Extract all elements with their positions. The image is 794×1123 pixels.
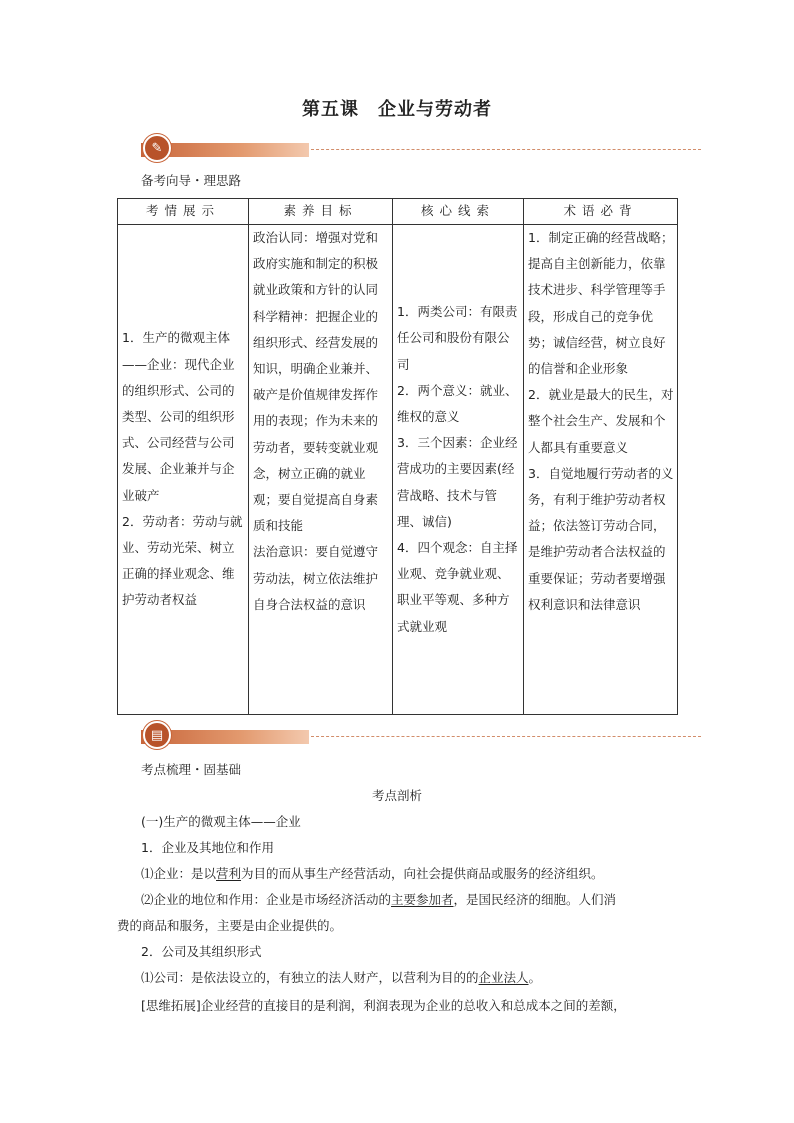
section-label-guide: 备考向导・理思路 [141,173,242,188]
key-term: 主要参加者 [391,892,454,907]
overview-table [117,198,678,715]
paragraph-enterprise-status: ⑵企业的地位和作用：企业是市场经济活动的主要参加者，是国民经济的细胞。人们消 [141,892,617,907]
key-term: 企业法人 [478,970,529,985]
cell-text: 政治认同：增强对党和政府实施和制定的积极就业政策和方针的认同 科学精神：把握企业的组织形式、经营发展的知识，明确企业兼并、破产是价值规律发挥作用的表现；作为未来的劳动者，要转变就业观念，树立正确的就业观；要自觉提高自身素质和技能 法治意识：要自觉遵守劳动法，树立依法维护自身合法权益的意识 [253,230,379,612]
pencil-note-icon: ✎ [143,134,171,162]
table-header: 核心线索 [393,199,524,225]
book-icon: ▤ [143,721,171,749]
table-header-row [118,199,678,225]
table-cell [118,225,249,715]
section-banner [141,725,701,749]
table-cell [393,225,524,715]
cell-text: 1．生产的微观主体——企业：现代企业的组织形式、公司的类型、公司的组织形式、公司经营与公司发展、企业兼并与企业破产 2．劳动者：劳动与就业、劳动光荣、树立正确的择业观念、维护劳动者权益 [122,330,243,608]
paragraph-company-definition: ⑴公司：是依法设立的，有独立的法人财产，以营利为目的的企业法人。 [141,970,542,985]
table-cell [524,225,678,715]
heading-company: 2．公司及其组织形式 [141,944,262,959]
page-title: 第五课 企业与劳动者 [302,99,492,120]
table-row [118,225,678,715]
subsection-heading: 考点剖析 [371,788,422,803]
cell-text: 1．两类公司：有限责任公司和股份有限公司 2．两个意义：就业、维权的意义 3．三个因素：企业经营成功的主要因素(经营战略、技术与管理、诚信) 4．四个观念：自主择业观、竞争就业观、职业平等观、多种方式就业观 [397,304,518,634]
paragraph-enterprise-definition: ⑴企业：是以营利为目的而从事生产经营活动，向社会提供商品或服务的经济组织。 [141,866,604,881]
paragraph-thinking-extension: [思维拓展]企业经营的直接目的是利润，利润表现为企业的总收入和总成本之间的差额， [141,998,626,1013]
section-label-basics: 考点梳理・固基础 [141,762,242,777]
heading-enterprise-role: 1．企业及其地位和作用 [141,840,274,855]
section-banner [141,138,701,162]
table-header: 考情展示 [118,199,249,225]
table-header: 素养目标 [249,199,393,225]
table-cell [249,225,393,715]
key-term: 营利 [216,866,242,881]
heading-enterprise: (一)生产的微观主体——企业 [141,814,301,829]
table-header: 术语必背 [524,199,678,225]
paragraph-continuation: 费的商品和服务，主要是由企业提供的。 [117,918,343,933]
cell-text: 1．制定正确的经营战略；提高自主创新能力，依靠技术进步、科学管理等手段，形成自己的竞争优势；诚信经营，树立良好的信誉和企业形象 2．就业是最大的民生，对整个社会生产、发展和个人都具有重要意义 3．自觉地履行劳动者的义务，有利于维护劳动者权益；依法签订劳动合同，是维护劳动者合法权益的重要保证；劳动者要增强权利意识和法律意识 [528,230,674,612]
